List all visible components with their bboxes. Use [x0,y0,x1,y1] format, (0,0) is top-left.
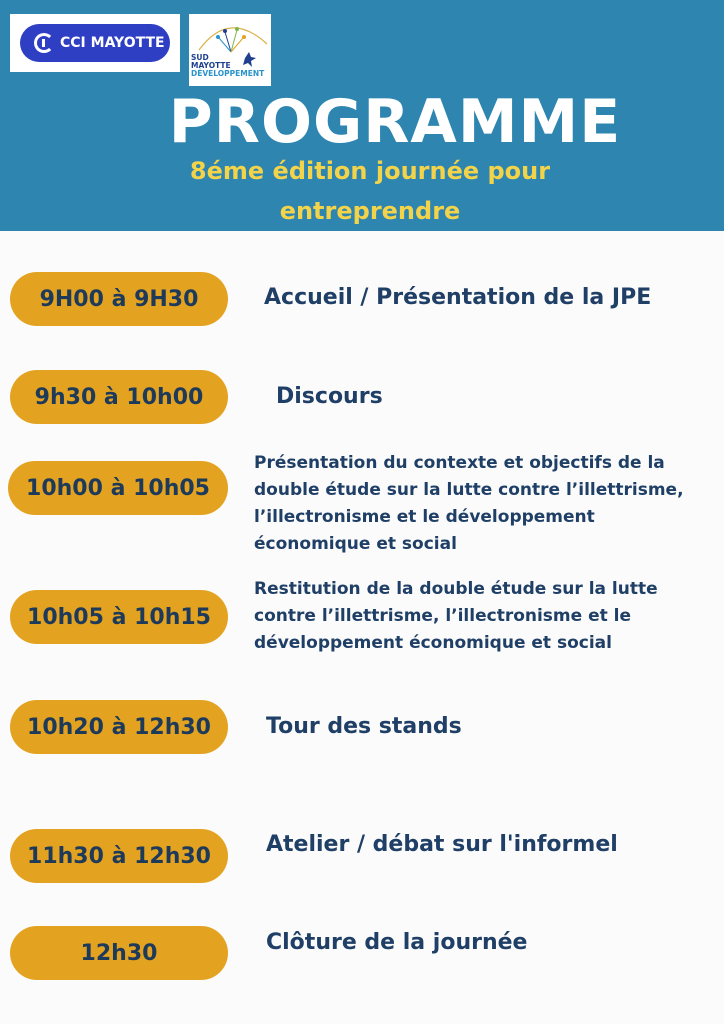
smd-logo-line2: MAYOTTE [191,61,231,70]
cci-mayotte-logo [10,14,180,72]
label-line: double étude sur la lutte contre l’illettrisme, [254,480,684,500]
time-badge: 10h20 à 12h30 [10,700,228,754]
page-title: PROGRAMME [168,87,622,157]
label-line: Présentation du contexte et objectifs de la [254,453,665,473]
schedule-label: Clôture de la journée [266,930,528,955]
cci-logo-icon [34,33,54,53]
time-badge: 10h05 à 10h15 [10,590,228,644]
page-subtitle [150,151,590,231]
subtitle-line-1: 8éme édition journée pour [189,157,551,185]
schedule-label: Tour des stands [266,714,462,739]
time-badge: 9h30 à 10h00 [10,370,228,424]
time-badge: 9H00 à 9H30 [10,272,228,326]
schedule-label [254,576,658,657]
label-line: contre l’illettrisme, l’illectronisme et le [254,606,632,626]
schedule-label: Discours [276,384,383,409]
time-badge: 12h30 [10,926,228,980]
time-badge: 10h00 à 10h05 [8,461,228,515]
header-banner [0,0,724,231]
schedule-label: Accueil / Présentation de la JPE [264,285,652,310]
label-line: Restitution de la double étude sur la lutte [254,579,658,599]
schedule-label [254,450,684,558]
label-line: l’illectronisme et le développement [254,507,595,527]
label-line: développement économique et social [254,633,612,653]
subtitle-line-2: entreprendre [279,197,461,225]
smd-logo-line3: DÉVELOPPEMENT [191,69,265,78]
smd-logo-line1: SUD [191,53,209,62]
sud-mayotte-developpement-logo [189,14,271,86]
cci-logo-text: CCI MAYOTTE [60,35,165,51]
label-line: économique et social [254,534,457,554]
time-badge: 11h30 à 12h30 [10,829,228,883]
schedule-label: Atelier / débat sur l'informel [266,832,618,857]
